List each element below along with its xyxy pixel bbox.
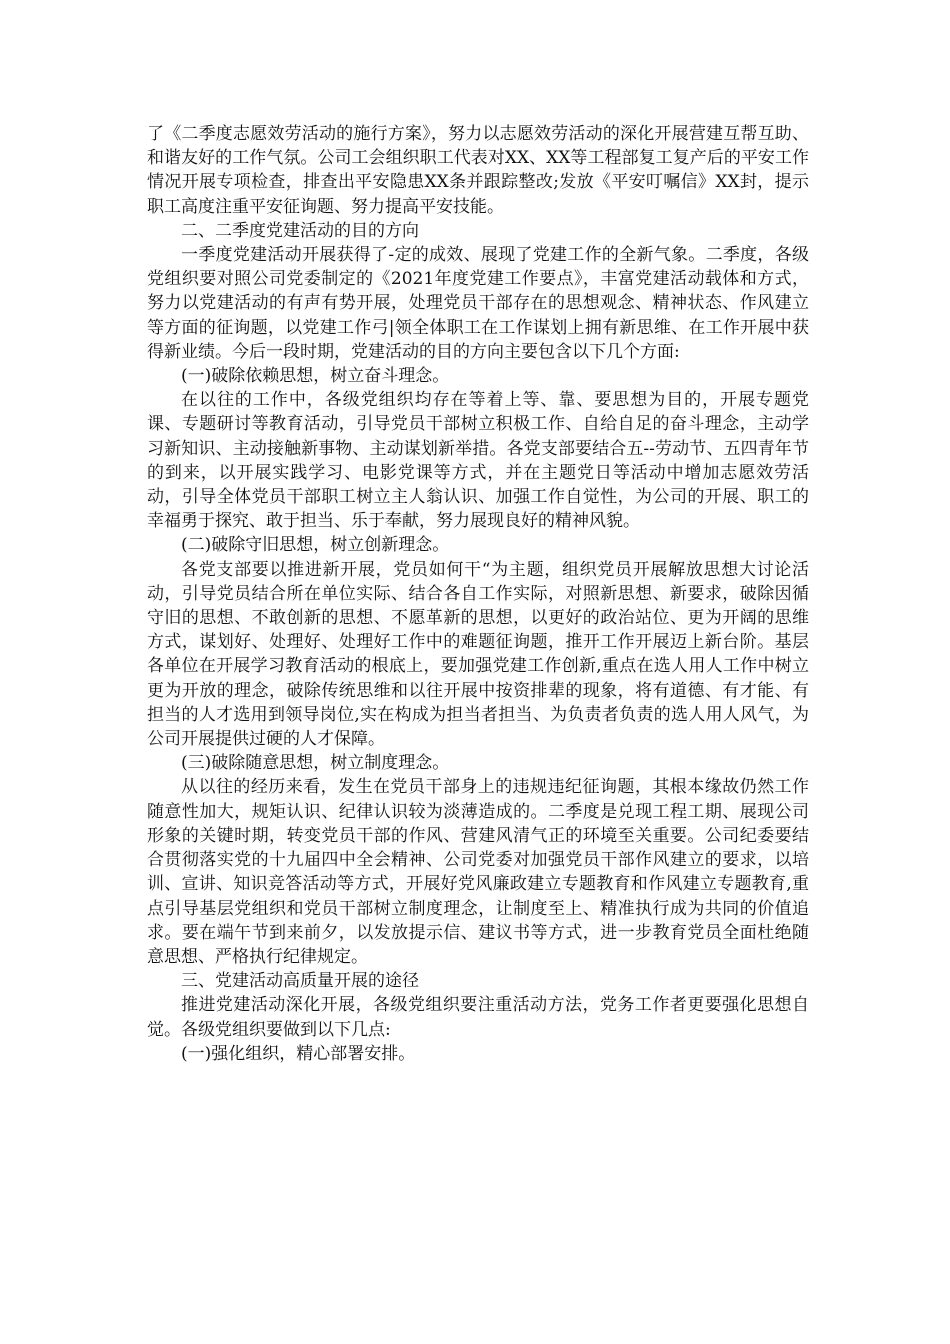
subheading-3: (三)破除随意思想，树立制度理念。 — [181, 753, 450, 774]
paragraph: 一季度党建活动开展获得了-定的成效、展现了党建工作的全新气象。二季度，各级党组织要对照公司党委制定的《2021年度党建工作要点》，丰富党建活动载体和方式，努力以党建活动的有声有势开展，处理党员干部存在的思想观念、精神状态、作风建立等方面的征询题，以党建工作弓|领全体职工在工作谋划上拥有新思维、在工作开展中获得新业绩。今后一段时期，党建活动的目的方向主要包含以下几个方面: — [147, 245, 809, 362]
section-heading-2: 二、二季度党建活动的目的方向 — [181, 220, 419, 241]
document-body — [147, 122, 809, 1066]
paragraph: 从以往的经历来看，发生在党员干部身上的违规违纪征询题，其根本缘故仍然工作随意性加大，规矩认识、纪律认识较为淡薄造成的。二季度是兑现工程工期、展现公司形象的关键时期，转变党员干部的作风、营建风清气正的环境至关重要。公司纪委要结合贯彻落实党的十九届四中全会精神、公司党委对加强党员干部作风建立的要求，以培训、宣讲、知识竞答活动等方式，开展好党风廉政建立专题教育和作风建立专题教育,重点引导基层党组织和党员干部树立制度理念，让制度至上、精准执行成为共同的价值追求。要在端午节到来前夕，以发放提示信、建议书等方式，进一步教育党员全面杜绝随意思想、严格执行纪律规定。 — [147, 777, 809, 967]
section-heading-3: 三、党建活动高质量开展的途径 — [181, 971, 419, 992]
subheading-1: (一)强化组织，精心部署安排。 — [181, 1043, 416, 1064]
paragraph: 各党支部要以推进新开展，党员如何干“为主题，组织党员开展解放思想大讨论活动，引导党员结合所在单位实际、结合各自工作实际，对照新思想、新要求，破除因循守旧的思想、不敢创新的思想、不愿革新的思想，以更好的政治站位、更为开阔的思维方式，谋划好、处理好、处理好工作中的难题征询题，推开工作开展迈上新台阶。基层各单位在开展学习教育活动的根底上，要加强党建工作创新,重点在选人用人工作中树立更为开放的理念，破除传统思维和以往开展中按资排辈的现象，将有道德、有才能、有担当的人才选用到领导岗位,实在构成为担当者担当、为负责者负责的选人用人风气，为公司开展提供过硬的人才保障。 — [147, 559, 809, 750]
paragraph: 推进党建活动深化开展，各级党组织要注重活动方法，党务工作者更要强化思想自觉。各级党组织要做到以下几点: — [147, 995, 809, 1040]
subheading-1: (一)破除依赖思想，树立奋斗理念。 — [181, 366, 450, 387]
paragraph: 在以往的工作中，各级党组织均存在等着上等、靠、要思想为目的，开展专题党课、专题研讨等教育活动，引导党员干部树立积极工作、自给自足的奋斗理念，主动学习新知识、主动接触新事物、主动谋划新举措。各党支部要结合五--劳动节、五四青年节的到来，以开展实践学习、电影党课等方式，并在主题党日等活动中增加志愿效劳活动，引导全体党员干部职工树立主人翁认识、加强工作自觉性，为公司的开展、职工的幸福勇于探究、敢于担当、乐于奉献，努力展现良好的精神风貌。 — [147, 390, 809, 532]
subheading-2: (二)破除守旧思想，树立创新理念。 — [181, 535, 450, 556]
paragraph-continuation: 了《二季度志愿效劳活动的施行方案》，努力以志愿效劳活动的深化开展营建互帮互助、和谐友好的工作气氛。公司工会组织职工代表对XX、XX等工程部复工复产后的平安工作情况开展专项检查，排查出平安隐患XX条并跟踪整改;发放《平安叮嘱信》XX封，提示职工高度注重平安征询题、努力提高平安技能。 — [147, 124, 809, 217]
